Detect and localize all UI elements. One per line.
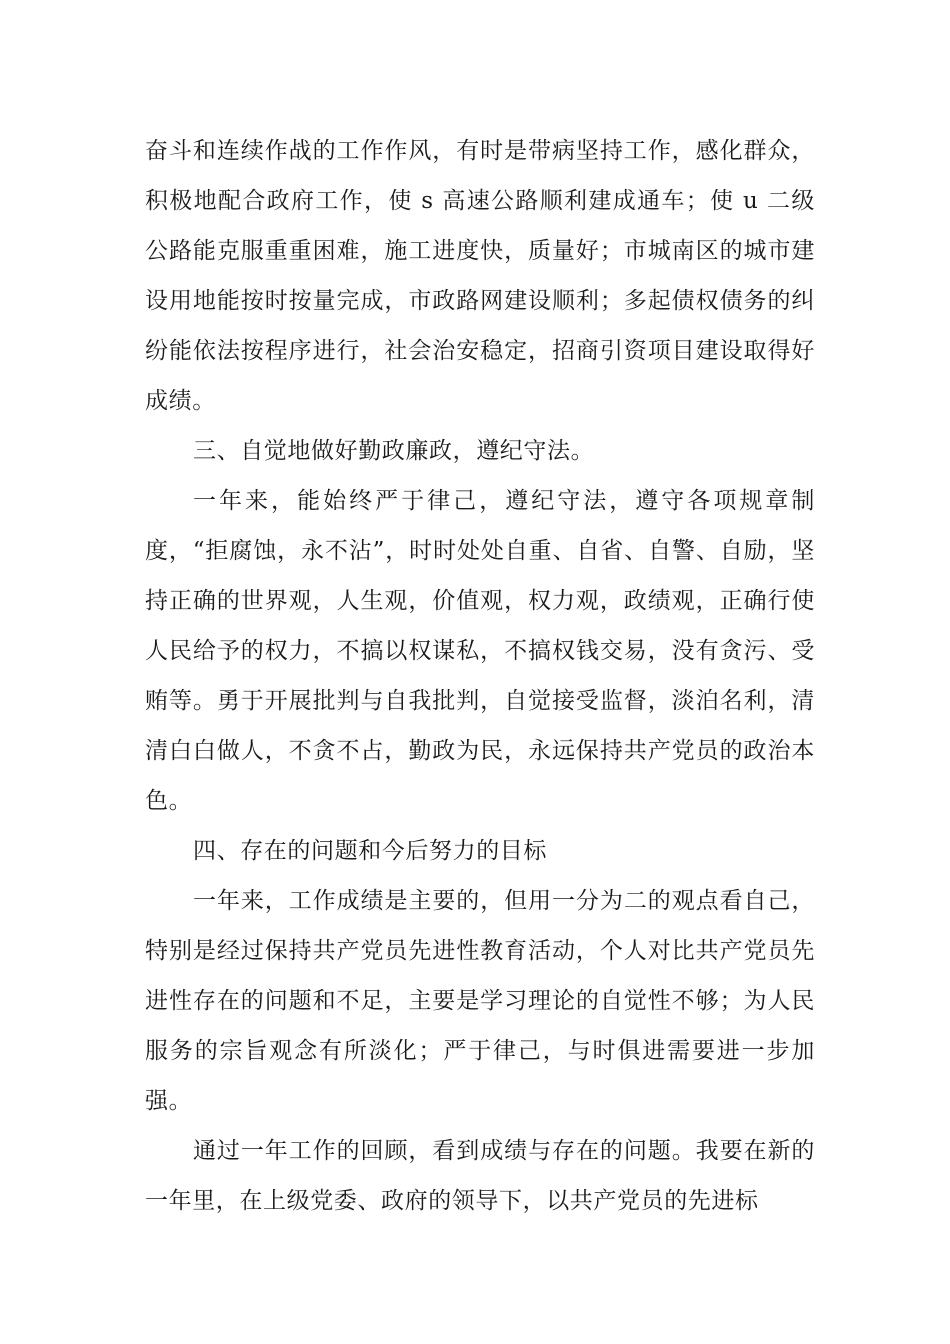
section-heading-4: 四、存在的问题和今后努力的目标 xyxy=(193,838,547,864)
paragraph-outlook: 通过一年工作的回顾，看到成绩与存在的问题。我要在新的一年里，在上级党委、政府的领导下，以共产党员的先进标 xyxy=(145,1138,815,1214)
paragraph-problems: 一年来，工作成绩是主要的，但用一分为二的观点看自己，特别是经过保持共产党员先进性教育活动，个人对比共产党员先进性存在的问题和不足，主要是学习理论的自觉性不够；为人民服务的宗旨观念有所淡化；严于律己，与时俱进需要进一步加强。 xyxy=(145,888,815,1114)
section-heading-3: 三、自觉地做好勤政廉政，遵纪守法。 xyxy=(193,438,595,464)
paragraph-integrity: 一年来，能始终严于律己，遵纪守法，遵守各项规章制度，“拒腐蚀，永不沾”，时时处处自重、自省、自警、自励，坚持正确的世界观，人生观，价值观，权力观，政绩观，正确行使人民给予的权力，不搞以权谋私，不搞权钱交易，没有贪污、受贿等。勇于开展批判与自我批判，自觉接受监督，淡泊名利，清清白白做人，不贪不占，勤政为民，永远保持共产党员的政治本色。 xyxy=(145,488,815,814)
document-body xyxy=(145,126,815,1226)
paragraph-continuation: 奋斗和连续作战的工作作风，有时是带病坚持工作，感化群众，积极地配合政府工作，使 s 高速公路顺利建成通车；使 u 二级公路能克服重重困难，施工进度快，质量好；市城南区的城市建设用地能按时按量完成，市政路网建设顺利；多起债权债务的纠纷能依法按程序进行，社会治安稳定，招商引资项目建设取得好成绩。 xyxy=(145,138,815,414)
